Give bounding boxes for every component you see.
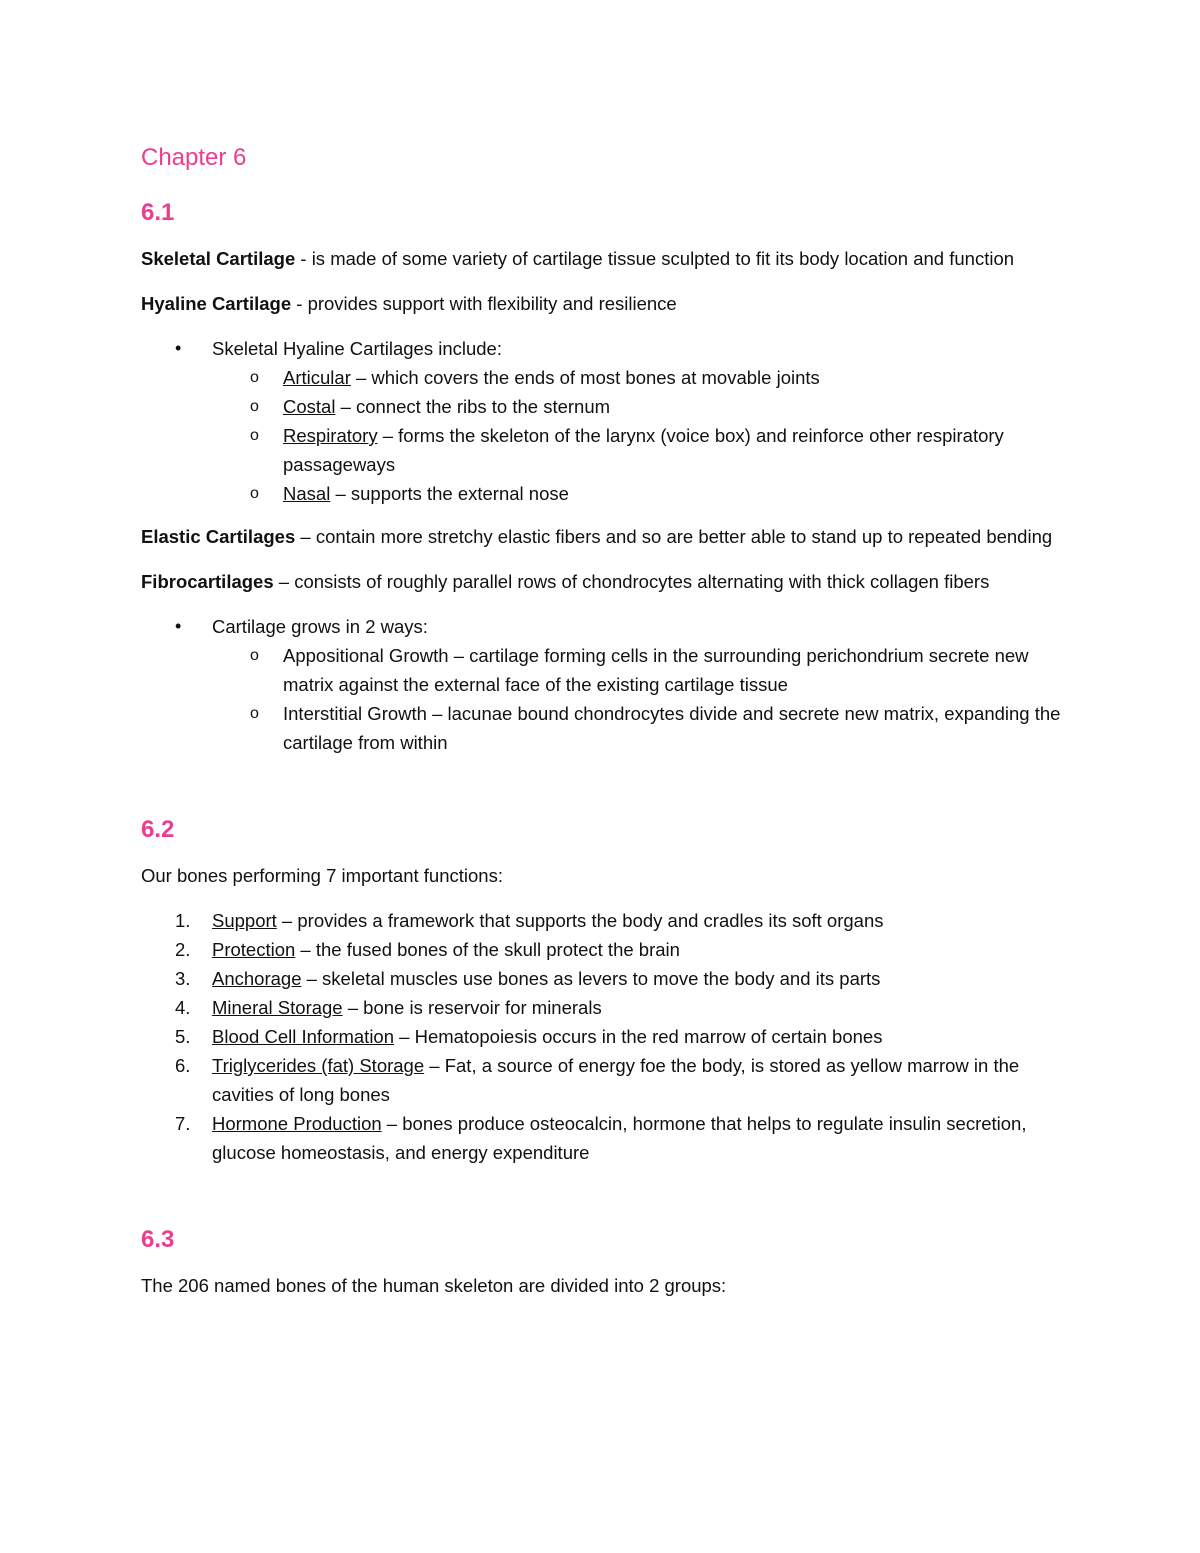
definition: – bone is reservoir for minerals (342, 997, 602, 1018)
document-body (141, 140, 1071, 1316)
bullet-list-growth (141, 612, 1071, 757)
list-item (141, 993, 1071, 1022)
definition: – connect the ribs to the sternum (335, 396, 611, 417)
paragraph-fibrocartilages (141, 567, 1071, 596)
term: Protection (212, 939, 296, 960)
definition: – skeletal muscles use bones as levers to move the body and its parts (301, 968, 881, 989)
sub-bullet-icon: o (250, 485, 259, 502)
item-number: 3. (175, 968, 191, 989)
bullet-label: Skeletal Hyaline Cartilages include: (212, 338, 502, 359)
sub-item (212, 641, 1071, 699)
item-number: 6. (175, 1055, 191, 1076)
sub-item (212, 699, 1071, 757)
list-item (141, 1109, 1071, 1167)
sub-item (212, 363, 1071, 392)
list-item (141, 1051, 1071, 1109)
bullet-item (141, 612, 1071, 757)
definition: – contain more stretchy elastic fibers and so are better able to stand up to repeated bending (295, 526, 1053, 547)
paragraph-elastic-cartilages (141, 522, 1071, 551)
definition: – forms the skeleton of the larynx (voice box) and reinforce other respiratory passageways (283, 425, 1004, 475)
definition: – provides a framework that supports the body and cradles its soft organs (276, 910, 884, 931)
term: Fibrocartilages (141, 571, 274, 592)
sub-bullet-icon: o (250, 647, 259, 664)
term: Hormone Production (212, 1113, 382, 1134)
term: Skeletal Cartilage (141, 248, 296, 269)
list-item (141, 935, 1071, 964)
numbered-list-functions (141, 906, 1071, 1167)
sub-item (212, 479, 1071, 508)
definition: – Fat, a source of energy foe the body, is stored as yellow marrow in the cavities of long bones (212, 1055, 1020, 1105)
term: Articular (283, 367, 351, 388)
term: Nasal (283, 483, 331, 504)
term: Hyaline Cartilage (141, 293, 292, 314)
sub-bullet-icon: o (250, 398, 259, 415)
term: Triglycerides (fat) Storage (212, 1055, 425, 1076)
paragraph-bone-groups-intro: The 206 named bones of the human skeleton are divided into 2 groups: (141, 1275, 727, 1296)
term: Elastic Cartilages (141, 526, 296, 547)
term: Respiratory (283, 425, 378, 446)
item-number: 5. (175, 1026, 191, 1047)
term: Mineral Storage (212, 997, 343, 1018)
item-number: 4. (175, 997, 191, 1018)
spacer (141, 1167, 1071, 1223)
definition: – Hematopoiesis occurs in the red marrow of certain bones (394, 1026, 883, 1047)
paragraph-skeletal-cartilage (141, 244, 1071, 273)
sub-list (212, 641, 1071, 757)
bullet-icon: • (175, 338, 182, 358)
definition: – the fused bones of the skull protect the brain (295, 939, 680, 960)
section-heading-6-1: 6.1 (141, 199, 175, 226)
paragraph-functions-intro: Our bones performing 7 important functions: (141, 865, 503, 886)
definition: – which covers the ends of most bones at movable joints (350, 367, 820, 388)
definition: – supports the external nose (330, 483, 569, 504)
term: Blood Cell Information (212, 1026, 395, 1047)
sub-item-text: Interstitial Growth – lacunae bound chondrocytes divide and secrete new matrix, expanding the cartilage from within (283, 703, 1061, 753)
section-heading-6-2: 6.2 (141, 816, 175, 843)
sub-bullet-icon: o (250, 705, 259, 722)
spacer (141, 771, 1071, 813)
sub-bullet-icon: o (250, 369, 259, 386)
list-item (141, 964, 1071, 993)
section-heading-6-3: 6.3 (141, 1226, 175, 1253)
list-item (141, 1022, 1071, 1051)
definition: - provides support with flexibility and resilience (291, 293, 677, 314)
term: Support (212, 910, 277, 931)
sub-list (212, 363, 1071, 508)
sub-item (212, 392, 1071, 421)
sub-bullet-icon: o (250, 427, 259, 444)
paragraph-hyaline-cartilage (141, 289, 1071, 318)
sub-item-text: Appositional Growth – cartilage forming cells in the surrounding perichondrium secrete new matrix against the external face of the existing cartilage tissue (283, 645, 1029, 695)
bullet-label: Cartilage grows in 2 ways: (212, 616, 428, 637)
list-item (141, 906, 1071, 935)
definition: - is made of some variety of cartilage tissue sculpted to fit its body location and function (295, 248, 1015, 269)
definition: – consists of roughly parallel rows of chondrocytes alternating with thick collagen fibers (273, 571, 990, 592)
bullet-list-hyaline (141, 334, 1071, 508)
term: Costal (283, 396, 336, 417)
term: Anchorage (212, 968, 302, 989)
item-number: 7. (175, 1113, 191, 1134)
sub-item (212, 421, 1071, 479)
chapter-title: Chapter 6 (141, 144, 247, 171)
item-number: 1. (175, 910, 191, 931)
item-number: 2. (175, 939, 191, 960)
bullet-item (141, 334, 1071, 508)
bullet-icon: • (175, 616, 182, 636)
definition: – bones produce osteocalcin, hormone that helps to regulate insulin secretion, glucose homeostasis, and energy expenditure (212, 1113, 1027, 1163)
